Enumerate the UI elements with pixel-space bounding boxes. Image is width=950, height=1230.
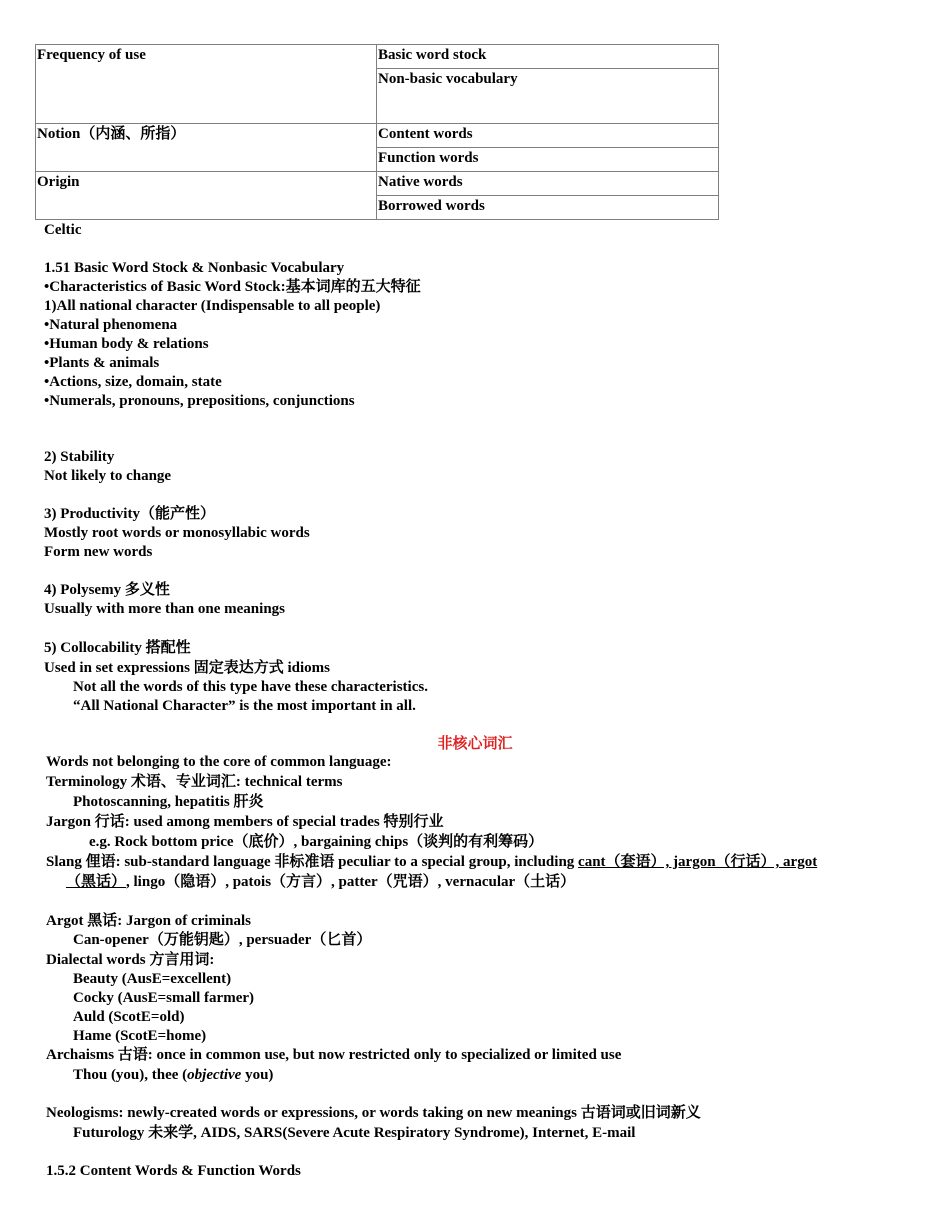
non-core-vocabulary-title: 非核心词汇 <box>437 736 513 752</box>
archaisms-example <box>73 1066 273 1085</box>
neologisms-line: Neologisms: newly-created words or expressions, or words taking on new meanings 古语词或旧词新义 <box>46 1105 701 1121</box>
dialectal-example: Hame (ScotE=home) <box>73 1028 207 1044</box>
point-4-title: 4) Polysemy 多义性 <box>44 582 170 598</box>
bullet-item: •Plants & animals <box>44 355 160 371</box>
table-cell-basic-word-stock: Basic word stock <box>377 45 719 69</box>
slang-text: Slang 俚语: sub-standard language 非标准语 peculiar to a special group, including <box>46 854 579 870</box>
slang-line <box>46 853 817 872</box>
table-cell-native-words: Native words <box>377 172 719 196</box>
dialectal-line: Dialectal words 方言用词: <box>46 952 215 968</box>
point-3-title: 3) Productivity（能产性） <box>44 506 215 522</box>
archaisms-example-part: you) <box>241 1067 274 1083</box>
point-3-line-1: Mostly root words or monosyllabic words <box>44 525 310 541</box>
point-2-title: 2) Stability <box>44 449 115 465</box>
point-3-line-2: Form new words <box>44 544 153 560</box>
terminology-line: Terminology 术语、专业词汇: technical terms <box>46 774 343 790</box>
characteristics-line: •Characteristics of Basic Word Stock:基本词库的五大特征 <box>44 279 421 295</box>
table-cell-origin: Origin <box>36 172 377 220</box>
argot-line: Argot 黑话: Jargon of criminals <box>46 913 251 929</box>
point-5-text: Used in set expressions 固定表达方式 idioms <box>44 660 330 676</box>
slang-underlined-terms: cant（套语）, jargon（行话）, argot <box>578 854 818 870</box>
table-cell-borrowed-words: Borrowed words <box>377 196 719 220</box>
archaisms-example-part: Thou (you), thee ( <box>73 1067 188 1083</box>
bullet-item: •Actions, size, domain, state <box>44 374 222 390</box>
point-2-text: Not likely to change <box>44 468 172 484</box>
table-cell-function-words: Function words <box>377 148 719 172</box>
note-line-1: Not all the words of this type have these characteristics. <box>73 679 428 695</box>
point-4-text: Usually with more than one meanings <box>44 601 285 617</box>
jargon-line: Jargon 行话: used among members of special trades 特别行业 <box>46 814 444 830</box>
terminology-example: Photoscanning, hepatitis 肝炎 <box>73 794 264 810</box>
slang-continuation: , lingo（隐语）, patois（方言）, patter（咒语）, vernacular（土话） <box>126 874 576 890</box>
word-classification-table <box>35 44 719 220</box>
dialectal-example: Beauty (AusE=excellent) <box>73 971 232 987</box>
section-heading-basic-word-stock: 1.51 Basic Word Stock & Nonbasic Vocabulary <box>44 260 345 276</box>
table-cell-content-words: Content words <box>377 124 719 148</box>
table-cell-frequency: Frequency of use <box>36 45 377 124</box>
point-5-title: 5) Collocability 搭配性 <box>44 640 191 656</box>
slang-underlined-heihua: （黑话） <box>66 874 127 890</box>
archaisms-objective: objective <box>187 1067 242 1083</box>
dialectal-example: Auld (ScotE=old) <box>73 1009 185 1025</box>
section-heading-content-function: 1.5.2 Content Words & Function Words <box>46 1163 301 1179</box>
bullet-item: •Human body & relations <box>44 336 209 352</box>
archaisms-line: Archaisms 古语: once in common use, but now restricted only to specialized or limited use <box>46 1047 622 1063</box>
dialectal-example: Cocky (AusE=small farmer) <box>73 990 255 1006</box>
slang-line-2 <box>66 873 575 892</box>
bullet-item: •Numerals, pronouns, prepositions, conjunctions <box>44 393 355 409</box>
table-cell-non-basic-vocabulary: Non-basic vocabulary <box>377 69 719 124</box>
point-1-title: 1)All national character (Indispensable to all people) <box>44 298 381 314</box>
bullet-item: •Natural phenomena <box>44 317 178 333</box>
neologisms-example: Futurology 未来学, AIDS, SARS(Severe Acute Respiratory Syndrome), Internet, E-mail <box>73 1125 636 1141</box>
table-cell-notion: Notion（内涵、所指） <box>36 124 377 172</box>
intro-line: Words not belonging to the core of common language: <box>46 754 392 770</box>
note-line-2: “All National Character” is the most important in all. <box>73 698 416 714</box>
celtic-label: Celtic <box>44 222 82 238</box>
argot-example: Can-opener（万能钥匙）, persuader（匕首） <box>73 932 372 948</box>
jargon-example: e.g. Rock bottom price（底价）, bargaining chips（谈判的有利筹码） <box>89 834 544 850</box>
